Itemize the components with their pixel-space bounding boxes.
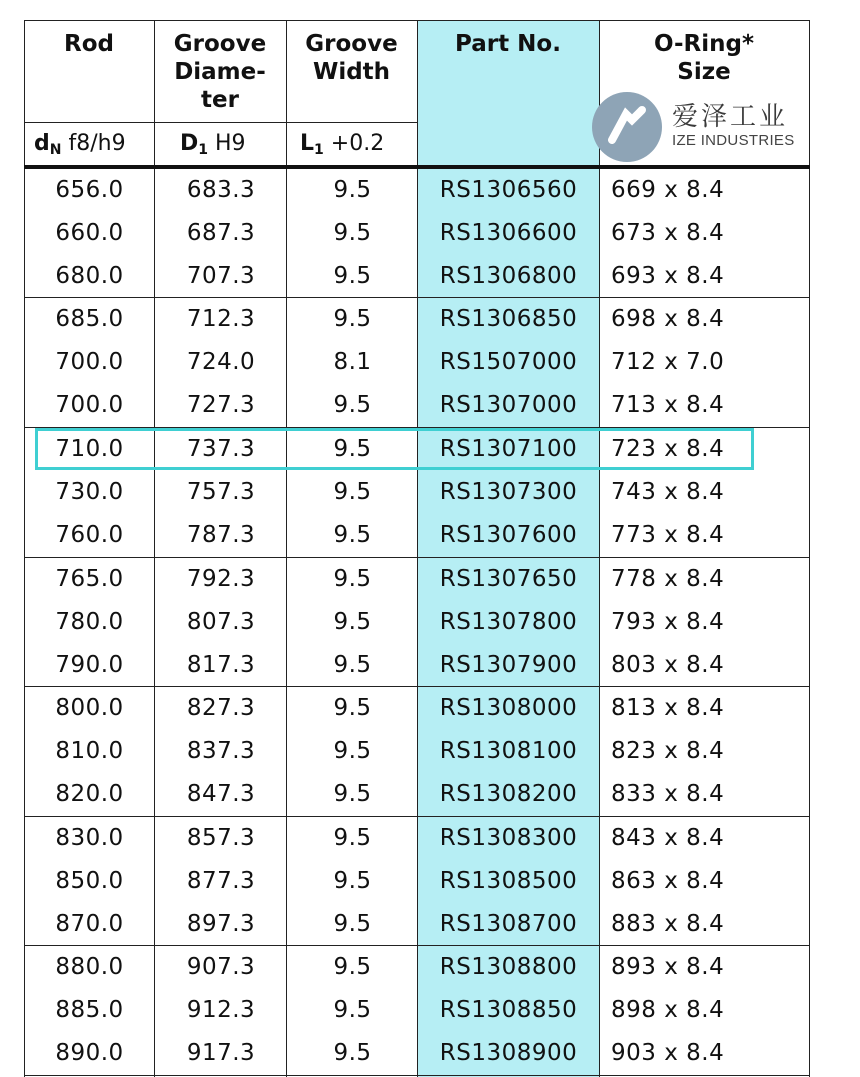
part-number-cell: RS1306800 — [439, 263, 578, 289]
groove-width-cell: 9.5 — [333, 954, 372, 980]
rod-diameter-cell: 660.0 — [55, 220, 124, 246]
rod-diameter-cell: 830.0 — [55, 825, 124, 851]
groove-diameter-cell: 907.3 — [186, 954, 256, 980]
part-number-cell: RS1308700 — [439, 911, 578, 937]
part-number-cell: RS1306600 — [439, 220, 578, 246]
groove-width-cell: 9.5 — [333, 868, 372, 894]
groove-diameter-cell: 712.3 — [186, 306, 256, 332]
groove-width-cell: 9.5 — [333, 997, 372, 1023]
table-row — [24, 817, 810, 860]
groove-diameter-cell: 877.3 — [186, 868, 256, 894]
header-divider — [24, 122, 417, 123]
groove-diameter-cell: 912.3 — [186, 997, 256, 1023]
header-groove-width: Groove Width — [305, 31, 398, 85]
group-separator — [24, 557, 810, 558]
groove-width-cell: 9.5 — [333, 652, 372, 678]
groove-diameter-cell: 837.3 — [186, 738, 256, 764]
oring-size-cell: 793 x 8.4 — [611, 609, 725, 635]
groove-diameter-cell: 847.3 — [186, 781, 256, 807]
rod-diameter-cell: 656.0 — [55, 177, 124, 203]
part-number-cell: RS1306560 — [439, 177, 578, 203]
groove-width-cell: 9.5 — [333, 825, 372, 851]
header-oring-size: O-Ring* Size — [654, 31, 754, 85]
table-row — [24, 384, 810, 427]
part-number-cell: RS1308300 — [439, 825, 578, 851]
part-number-cell: RS1307100 — [439, 436, 578, 462]
table-bottom-border — [24, 1075, 810, 1076]
rod-diameter-cell: 685.0 — [55, 306, 124, 332]
part-number-cell: RS1307650 — [439, 566, 578, 592]
part-number-cell: RS1307300 — [439, 479, 578, 505]
groove-width-cell: 9.5 — [333, 695, 372, 721]
part-number-cell: RS1308200 — [439, 781, 578, 807]
table-row — [24, 687, 810, 730]
oring-size-cell: 883 x 8.4 — [611, 911, 725, 937]
rod-diameter-cell: 800.0 — [55, 695, 124, 721]
groove-width-cell: 9.5 — [333, 911, 372, 937]
groove-diameter-cell: 827.3 — [186, 695, 256, 721]
oring-size-cell: 898 x 8.4 — [611, 997, 725, 1023]
rod-diameter-cell: 885.0 — [55, 997, 124, 1023]
groove-width-cell: 9.5 — [333, 220, 372, 246]
oring-size-cell: 803 x 8.4 — [611, 652, 725, 678]
oring-size-cell: 823 x 8.4 — [611, 738, 725, 764]
rod-diameter-cell: 760.0 — [55, 522, 124, 548]
subheader-rod-symbol: $d_N$ f8/h9 — [34, 131, 126, 158]
table-row — [24, 471, 810, 514]
oring-size-cell: 893 x 8.4 — [611, 954, 725, 980]
rod-diameter-cell: 780.0 — [55, 609, 124, 635]
part-number-cell: RS1306850 — [439, 306, 578, 332]
groove-width-cell: 9.5 — [333, 177, 372, 203]
groove-diameter-cell: 917.3 — [186, 1040, 256, 1066]
part-number-cell: RS1308850 — [439, 997, 578, 1023]
groove-width-cell: 9.5 — [333, 738, 372, 764]
groove-width-cell: 9.5 — [333, 479, 372, 505]
groove-diameter-cell: 724.0 — [186, 349, 256, 375]
part-number-cell: RS1507000 — [439, 349, 578, 375]
groove-width-cell: 9.5 — [333, 392, 372, 418]
groove-diameter-cell: 897.3 — [186, 911, 256, 937]
groove-diameter-cell: 757.3 — [186, 479, 256, 505]
groove-width-cell: 9.5 — [333, 1040, 372, 1066]
table-row — [24, 298, 810, 341]
table-row — [24, 860, 810, 903]
groove-diameter-cell: 787.3 — [186, 522, 256, 548]
rod-diameter-cell: 820.0 — [55, 781, 124, 807]
part-number-cell: RS1307800 — [439, 609, 578, 635]
part-number-cell: RS1308900 — [439, 1040, 578, 1066]
subheader-groove-width-symbol: $L_1 +0.2$ — [300, 131, 385, 158]
oring-size-cell: 723 x 8.4 — [611, 436, 725, 462]
oring-size-cell: 863 x 8.4 — [611, 868, 725, 894]
oring-size-cell: 712 x 7.0 — [611, 349, 725, 375]
company-logo — [592, 92, 810, 162]
part-number-cell: RS1307900 — [439, 652, 578, 678]
groove-width-cell: 8.1 — [333, 349, 372, 375]
oring-size-cell: 673 x 8.4 — [611, 220, 725, 246]
part-number-cell: RS1308500 — [439, 868, 578, 894]
oring-size-cell: 843 x 8.4 — [611, 825, 725, 851]
logo-chinese-text: 爱泽工业 — [672, 102, 789, 132]
groove-width-cell: 9.5 — [333, 306, 372, 332]
groove-width-cell: 9.5 — [333, 566, 372, 592]
logo-mark-icon — [592, 92, 662, 162]
part-number-cell: RS1308800 — [439, 954, 578, 980]
header-rod: Rod — [64, 31, 114, 57]
oring-size-cell: 813 x 8.4 — [611, 695, 725, 721]
part-number-cell: RS1307600 — [439, 522, 578, 548]
table-row — [24, 169, 810, 212]
groove-width-cell: 9.5 — [333, 781, 372, 807]
table-row — [24, 212, 810, 255]
oring-size-cell: 773 x 8.4 — [611, 522, 725, 548]
groove-diameter-cell: 707.3 — [186, 263, 256, 289]
rod-diameter-cell: 765.0 — [55, 566, 124, 592]
group-separator — [24, 945, 810, 946]
table-row — [24, 946, 810, 989]
groove-diameter-cell: 807.3 — [186, 609, 256, 635]
table-row — [24, 989, 810, 1032]
part-number-cell: RS1307000 — [439, 392, 578, 418]
table-row — [24, 1032, 810, 1075]
groove-diameter-cell: 683.3 — [186, 177, 256, 203]
rod-diameter-cell: 850.0 — [55, 868, 124, 894]
groove-diameter-cell: 687.3 — [186, 220, 256, 246]
rod-diameter-cell: 700.0 — [55, 349, 124, 375]
groove-diameter-cell: 792.3 — [186, 566, 256, 592]
subheader-groove-diameter-symbol: $D_1$ H9 — [180, 131, 246, 158]
rod-diameter-cell: 880.0 — [55, 954, 124, 980]
oring-size-cell: 743 x 8.4 — [611, 479, 725, 505]
part-number-cell: RS1308000 — [439, 695, 578, 721]
oring-size-cell: 693 x 8.4 — [611, 263, 725, 289]
table-row — [24, 514, 810, 557]
groove-width-cell: 9.5 — [333, 609, 372, 635]
rod-diameter-cell: 700.0 — [55, 392, 124, 418]
table-row — [24, 903, 810, 946]
groove-width-cell: 9.5 — [333, 263, 372, 289]
header-part-no: Part No. — [455, 31, 561, 57]
table-row — [24, 730, 810, 773]
highlighted-row-outline — [35, 428, 754, 470]
logo-english-text: IZE INDUSTRIES — [672, 132, 795, 149]
oring-size-cell: 698 x 8.4 — [611, 306, 725, 332]
group-separator — [24, 297, 810, 298]
oring-size-cell: 778 x 8.4 — [611, 566, 725, 592]
rod-diameter-cell: 790.0 — [55, 652, 124, 678]
header-groove-diameter: Groove Diame- ter — [173, 31, 267, 113]
rod-diameter-cell: 810.0 — [55, 738, 124, 764]
table-row — [24, 773, 810, 816]
groove-diameter-cell: 857.3 — [186, 825, 256, 851]
groove-diameter-cell: 727.3 — [186, 392, 256, 418]
groove-diameter-cell: 817.3 — [186, 652, 256, 678]
part-number-cell: RS1308100 — [439, 738, 578, 764]
rod-diameter-cell: 870.0 — [55, 911, 124, 937]
groove-diameter-cell: 737.3 — [186, 436, 256, 462]
groove-width-cell: 9.5 — [333, 436, 372, 462]
table-row — [24, 558, 810, 601]
group-separator — [24, 686, 810, 687]
table-row — [24, 644, 810, 687]
table-row — [24, 341, 810, 384]
rod-diameter-cell: 890.0 — [55, 1040, 124, 1066]
oring-size-cell: 713 x 8.4 — [611, 392, 725, 418]
rod-diameter-cell: 680.0 — [55, 263, 124, 289]
table-row — [24, 601, 810, 644]
table-row — [24, 255, 810, 298]
oring-size-cell: 669 x 8.4 — [611, 177, 725, 203]
rod-diameter-cell: 710.0 — [55, 436, 124, 462]
rod-diameter-cell: 730.0 — [55, 479, 124, 505]
groove-width-cell: 9.5 — [333, 522, 372, 548]
group-separator — [24, 816, 810, 817]
oring-size-cell: 903 x 8.4 — [611, 1040, 725, 1066]
oring-size-cell: 833 x 8.4 — [611, 781, 725, 807]
table-top-border — [24, 20, 810, 21]
